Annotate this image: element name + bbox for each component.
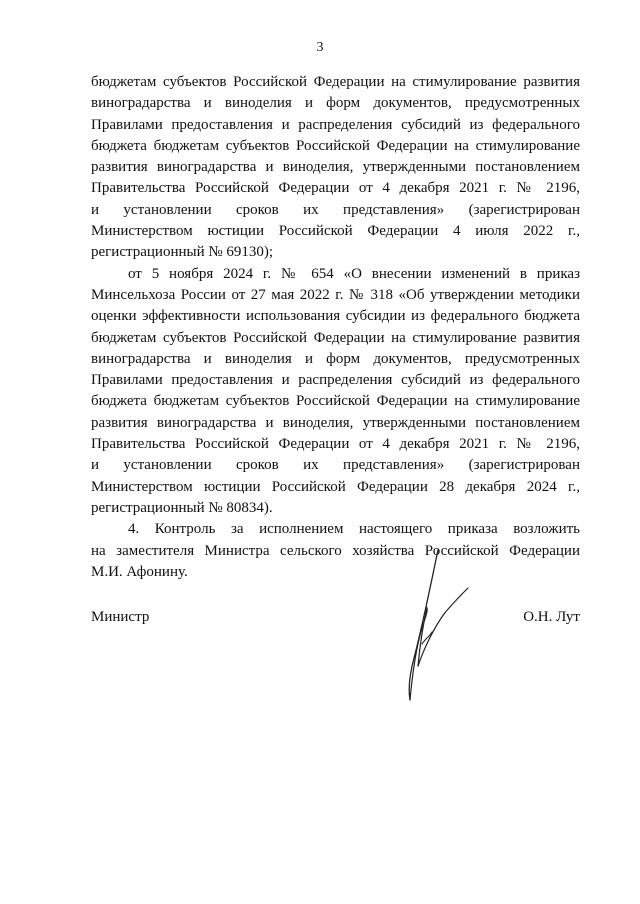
text-line: Минсельхоза России от 27 мая 2022 г. № 318 «Об утверждении методики [91,286,580,303]
text-line: регистрационный № 80834). [91,499,273,516]
text-line: виноградарства и виноделия и форм документов, предусмотренных [91,350,580,367]
page-number: 3 [316,40,324,55]
document-body [91,72,580,583]
text-line: бюджетам субъектов Российской Федерации на стимулирование развития [91,329,580,346]
text-line: Правительства Российской Федерации от 4 декабря 2021 г. № 2196, [91,180,580,197]
text-line: Министерством юстиции Российской Федерации 28 декабря 2024 г., [91,478,580,495]
text-line: на заместителя Министра сельского хозяйства Российской Федерации [91,542,580,559]
text-line: регистрационный № 69130); [91,244,274,261]
text-line: бюджета бюджетам субъектов Российской Федерации на стимулирование [91,137,580,154]
signatory-name: О.Н. Лут [523,609,580,625]
text-line: 4. Контроль за исполнением настоящего приказа возложить [128,521,580,538]
text-line: бюджета бюджетам субъектов Российской Федерации на стимулирование [91,393,580,410]
text-line: развития виноградарства и виноделия, утвержденными постановлением [91,414,580,431]
text-line: М.И. Афонину. [91,563,188,580]
text-line: виноградарства и виноделия и форм документов, предусмотренных [91,95,580,112]
text-line: развития виноградарства и виноделия, утвержденными постановлением [91,159,580,176]
text-line: Правилами предоставления и распределения субсидий из федерального [91,372,580,389]
text-line: Правилами предоставления и распределения субсидий из федерального [91,116,580,133]
text-line: Правительства Российской Федерации от 4 декабря 2021 г. № 2196, [91,436,580,453]
text-line: оценки эффективности использования субсидии из федерального бюджета [91,308,580,325]
text-line: Министерством юстиции Российской Федерации 4 июля 2022 г., [91,223,580,240]
signatory-position: Министр [91,609,150,625]
text-line: и установлении сроков их представления» (зарегистрирован [91,457,580,474]
text-line: бюджетам субъектов Российской Федерации на стимулирование развития [91,74,580,90]
text-line: и установлении сроков их представления» (зарегистрирован [91,201,580,218]
text-line: от 5 ноября 2024 г. № 654 «О внесении изменений в приказ [128,265,580,282]
signature-block [91,609,580,633]
